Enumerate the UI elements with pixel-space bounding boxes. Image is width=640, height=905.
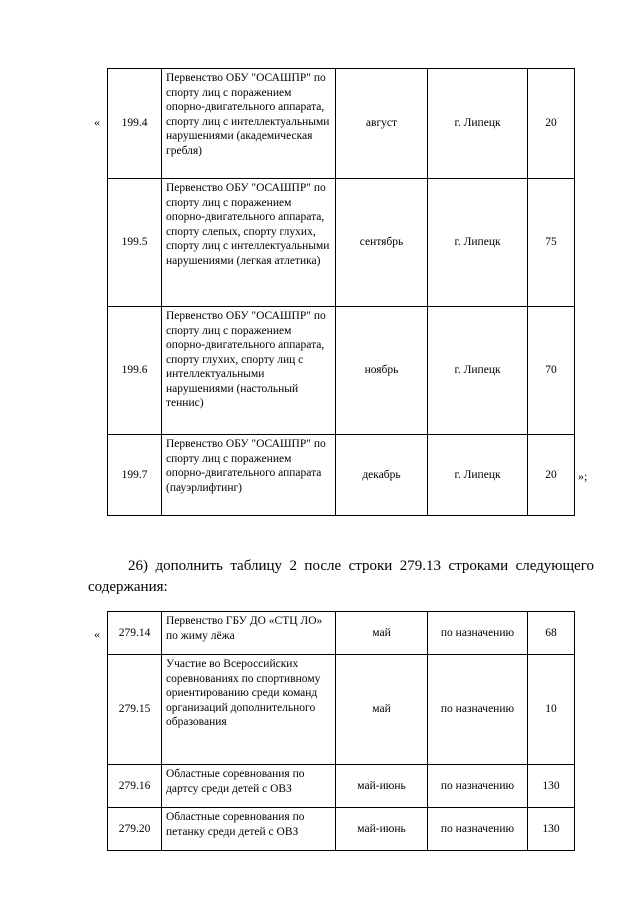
table-row bbox=[108, 435, 575, 516]
table-row bbox=[108, 612, 575, 655]
closing-quote: »; bbox=[578, 469, 588, 483]
participant-count: 130 bbox=[528, 765, 575, 808]
event-name: Первенство ОБУ "ОСАШПР" по спорту лиц с поражением опорно-двигательного аппарата, спорту слепых, спорту глухих, спорту лиц с интеллектуальными нарушениями (легкая атлетика) bbox=[162, 179, 336, 307]
participant-count: 20 bbox=[528, 69, 575, 179]
event-date: май bbox=[336, 655, 428, 765]
event-date: май bbox=[336, 612, 428, 655]
event-place: по назначению bbox=[428, 655, 528, 765]
row-number: 279.14 bbox=[108, 612, 162, 655]
event-name: Первенство ОБУ "ОСАШПР" по спорту лиц с поражением опорно-двигательного аппарата, спорту глухих, спорту лиц с интеллектуальными нарушениями (настольный теннис) bbox=[162, 307, 336, 435]
opening-quote: « bbox=[94, 115, 100, 129]
events-table-1 bbox=[107, 68, 575, 516]
event-place: г. Липецк bbox=[428, 435, 528, 516]
event-name: Участие во Всероссийских соревнованиях по спортивному ориентированию среди команд организаций дополнительного образования bbox=[162, 655, 336, 765]
participant-count: 75 bbox=[528, 179, 575, 307]
event-date: май-июнь bbox=[336, 808, 428, 851]
event-name: Областные соревнования по дартсу среди детей с ОВЗ bbox=[162, 765, 336, 808]
opening-quote-2: « bbox=[94, 627, 100, 641]
table-row bbox=[108, 69, 575, 179]
event-date: сентябрь bbox=[336, 179, 428, 307]
event-place: по назначению bbox=[428, 808, 528, 851]
row-number: 279.20 bbox=[108, 808, 162, 851]
participant-count: 10 bbox=[528, 655, 575, 765]
table-row bbox=[108, 179, 575, 307]
event-name: Областные соревнования по петанку среди детей с ОВЗ bbox=[162, 808, 336, 851]
row-number: 279.16 bbox=[108, 765, 162, 808]
event-date: ноябрь bbox=[336, 307, 428, 435]
event-date: декабрь bbox=[336, 435, 428, 516]
participant-count: 20 bbox=[528, 435, 575, 516]
events-table-2 bbox=[107, 611, 575, 851]
participant-count: 130 bbox=[528, 808, 575, 851]
row-number: 279.15 bbox=[108, 655, 162, 765]
row-number: 199.4 bbox=[108, 69, 162, 179]
event-name: Первенство ОБУ "ОСАШПР" по спорту лиц с поражением опорно-двигательного аппарата (пауэрлифтинг) bbox=[162, 435, 336, 516]
event-name: Первенство ОБУ "ОСАШПР" по спорту лиц с поражением опорно-двигательного аппарата, спорту лиц с интеллектуальными нарушениями (академическая гребля) bbox=[162, 69, 336, 179]
event-name: Первенство ГБУ ДО «СТЦ ЛО» по жиму лёжа bbox=[162, 612, 336, 655]
amendment-paragraph: 26) дополнить таблицу 2 после строки 279.13 строками следующего содержания: bbox=[88, 558, 594, 595]
event-place: г. Липецк bbox=[428, 179, 528, 307]
event-place: по назначению bbox=[428, 765, 528, 808]
event-place: г. Липецк bbox=[428, 69, 528, 179]
event-date: август bbox=[336, 69, 428, 179]
participant-count: 70 bbox=[528, 307, 575, 435]
table-row bbox=[108, 307, 575, 435]
row-number: 199.6 bbox=[108, 307, 162, 435]
table-row bbox=[108, 808, 575, 851]
row-number: 199.7 bbox=[108, 435, 162, 516]
event-place: по назначению bbox=[428, 612, 528, 655]
participant-count: 68 bbox=[528, 612, 575, 655]
row-number: 199.5 bbox=[108, 179, 162, 307]
table-row bbox=[108, 655, 575, 765]
table-row bbox=[108, 765, 575, 808]
event-place: г. Липецк bbox=[428, 307, 528, 435]
event-date: май-июнь bbox=[336, 765, 428, 808]
